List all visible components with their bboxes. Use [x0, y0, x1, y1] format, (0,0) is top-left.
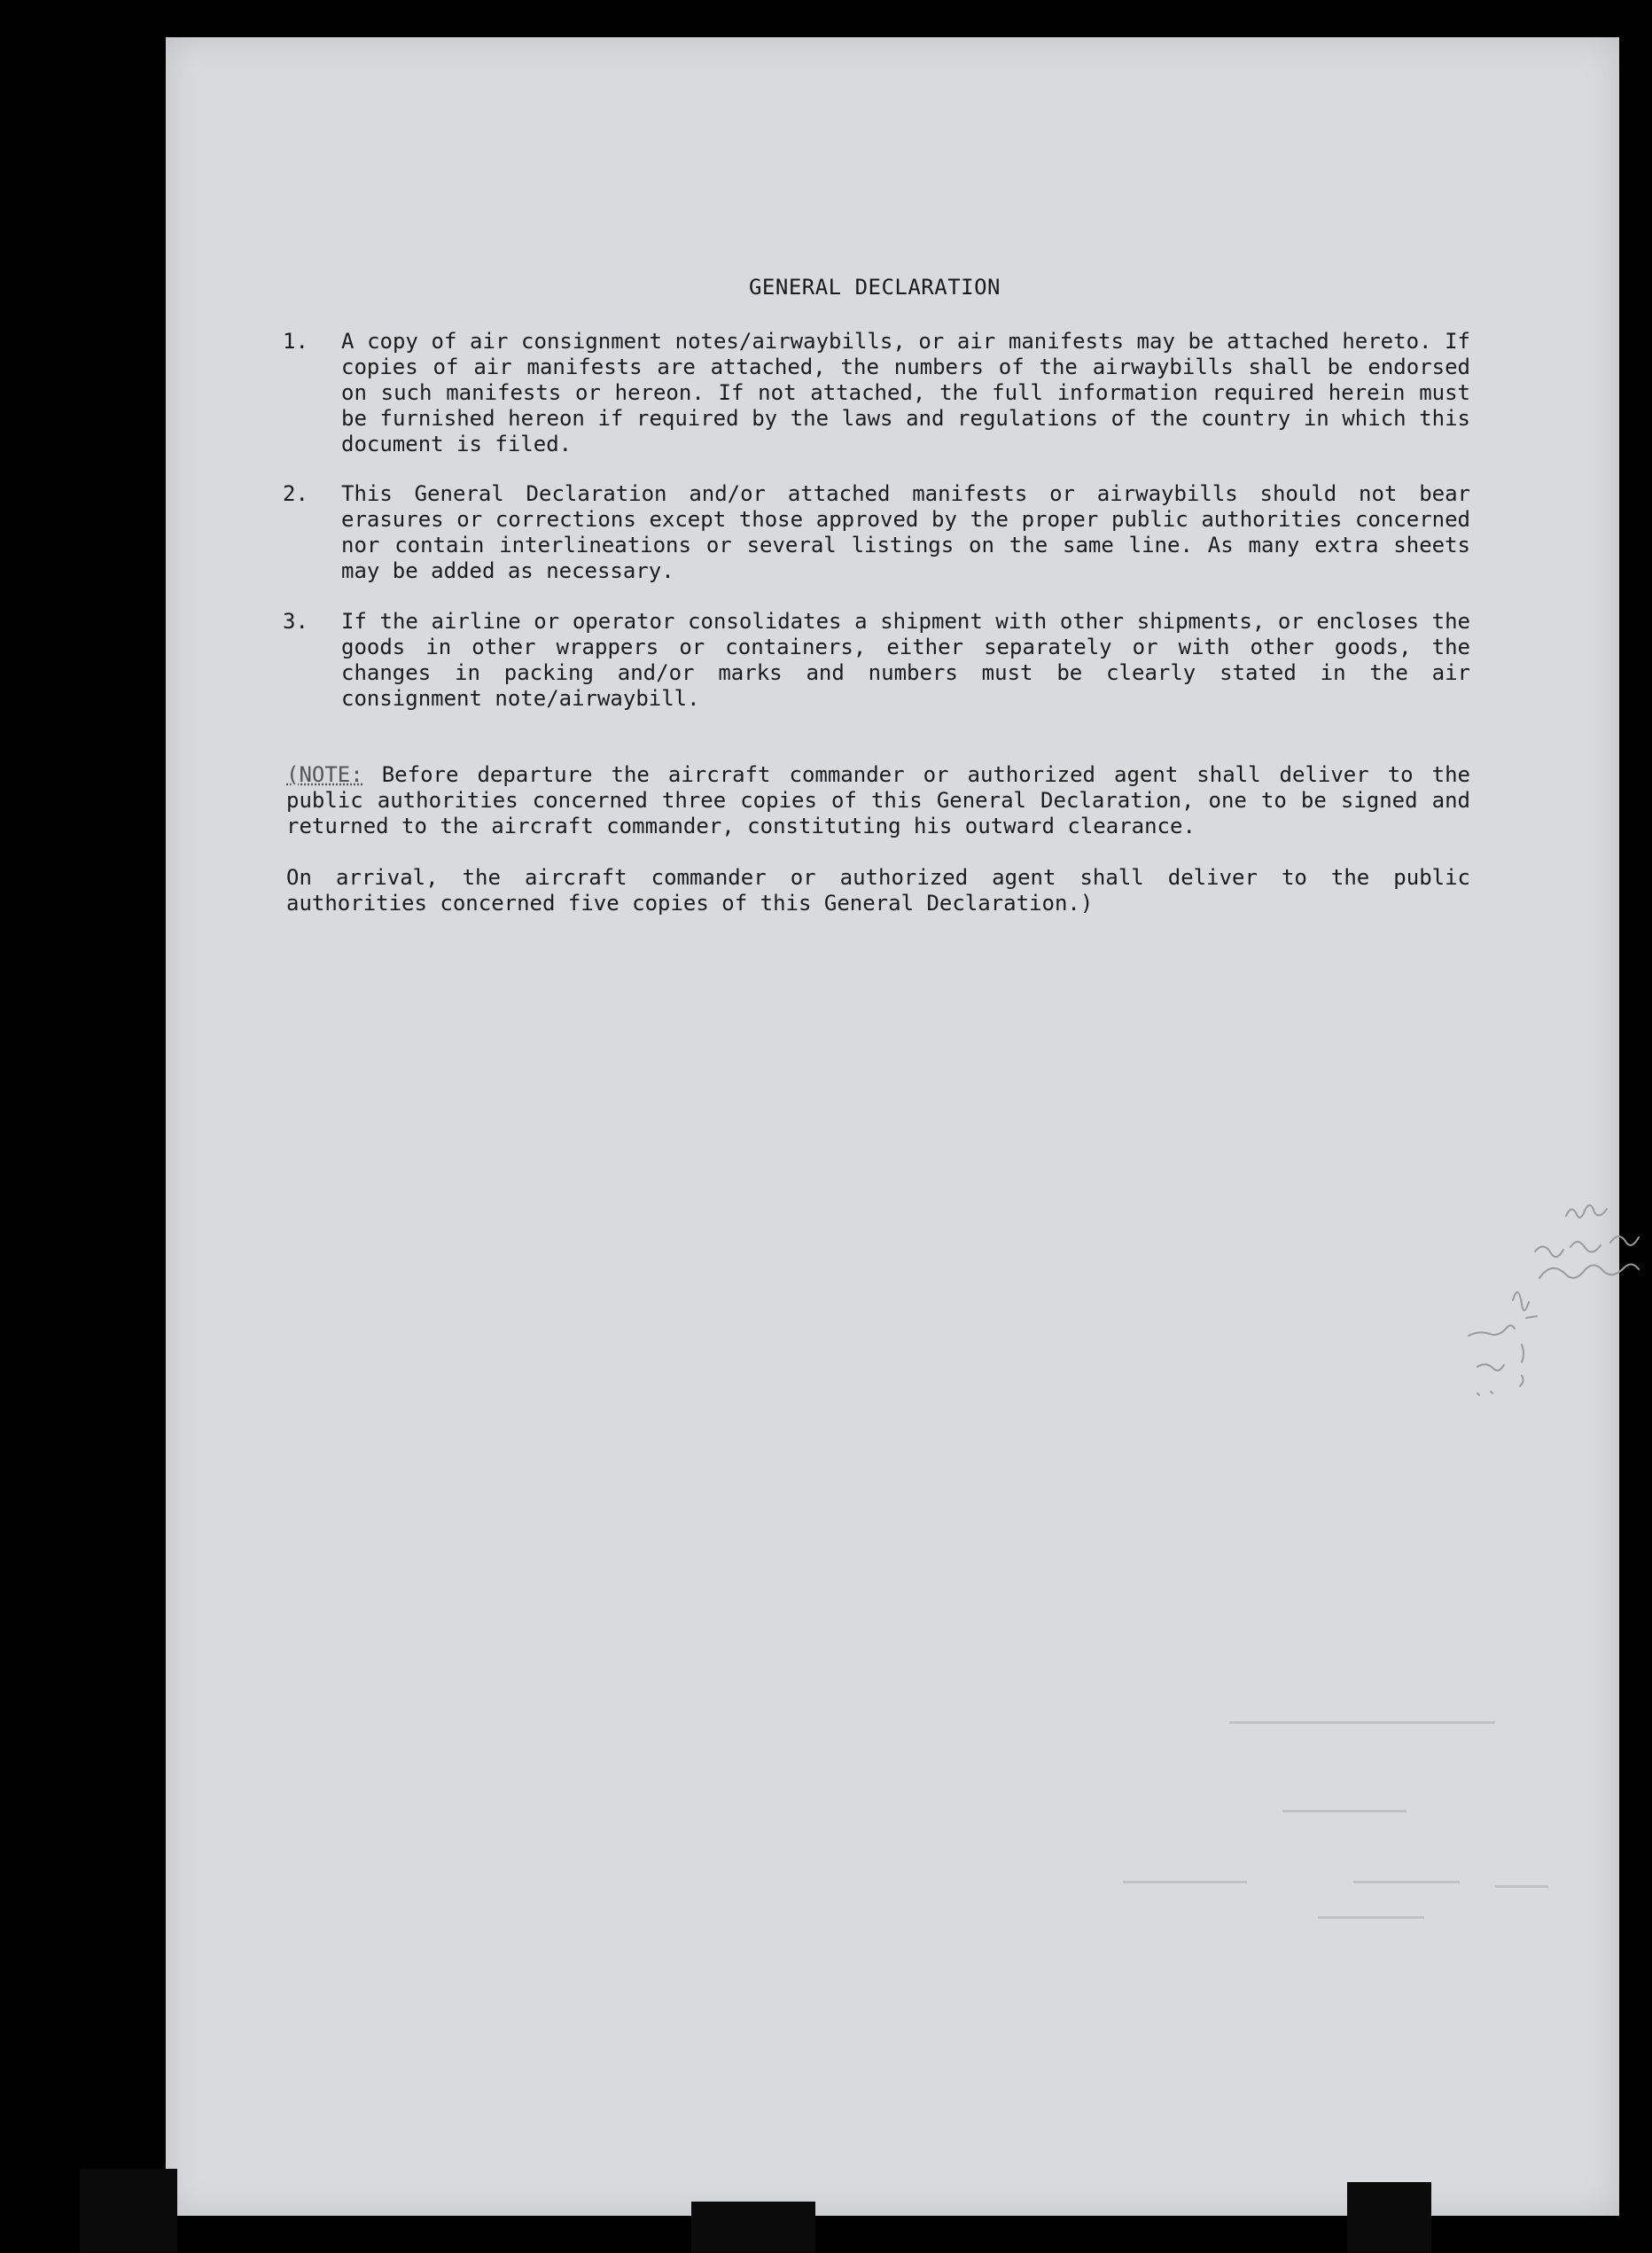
film-tab-left — [80, 2169, 177, 2253]
handwritten-annotation — [1344, 1163, 1652, 1429]
list-item — [283, 481, 1470, 584]
film-tab-center — [691, 2202, 815, 2253]
document-title: GENERAL DECLARATION — [748, 275, 1001, 300]
note-departure-text: Before departure the aircraft commander or authorized agent shall deliver to the public authorities concerned three copies of this General Declaration, one to be signed and returned to the aircraft commander, constituting his outward clearance. — [286, 762, 1471, 838]
item-text: If the airline or operator consolidates a shipment with other shipments, or encloses the goods in other wrappers or containers, either separately or with other goods, the changes in packing and/or marks and numbers must be clearly stated in the air consignment note/airwaybill. — [341, 609, 1470, 711]
list-item — [283, 329, 1470, 457]
document-page — [166, 37, 1619, 2216]
note-label: (NOTE: — [286, 762, 363, 787]
note-arrival-text: On arrival, the aircraft commander or authorized agent shall deliver to the public authorities concerned five copies of this General Declaration.) — [286, 865, 1470, 916]
film-tab-right — [1347, 2182, 1431, 2253]
item-number: 2. — [283, 481, 308, 506]
item-text: This General Declaration and/or attached manifests or airwaybills should not bear erasures or corrections except those approved by the proper public authorities concerned nor contain interlineations or several listings on the same line. As many extra sheets may be added as necessary. — [341, 481, 1470, 583]
note-departure — [286, 762, 1470, 839]
bleed-through-marks — [1123, 1703, 1652, 1934]
item-number: 1. — [283, 329, 308, 354]
item-text: A copy of air consignment notes/airwaybills, or air manifests may be attached hereto. If copies of air manifests are attached, the numbers of the airwaybills shall be endorsed on such manifests or hereon. If not attached, the full information required herein must be furnished hereon if required by the laws and regulations of the country in which this document is filed. — [341, 329, 1470, 456]
list-item — [283, 609, 1470, 712]
item-number: 3. — [283, 609, 308, 634]
